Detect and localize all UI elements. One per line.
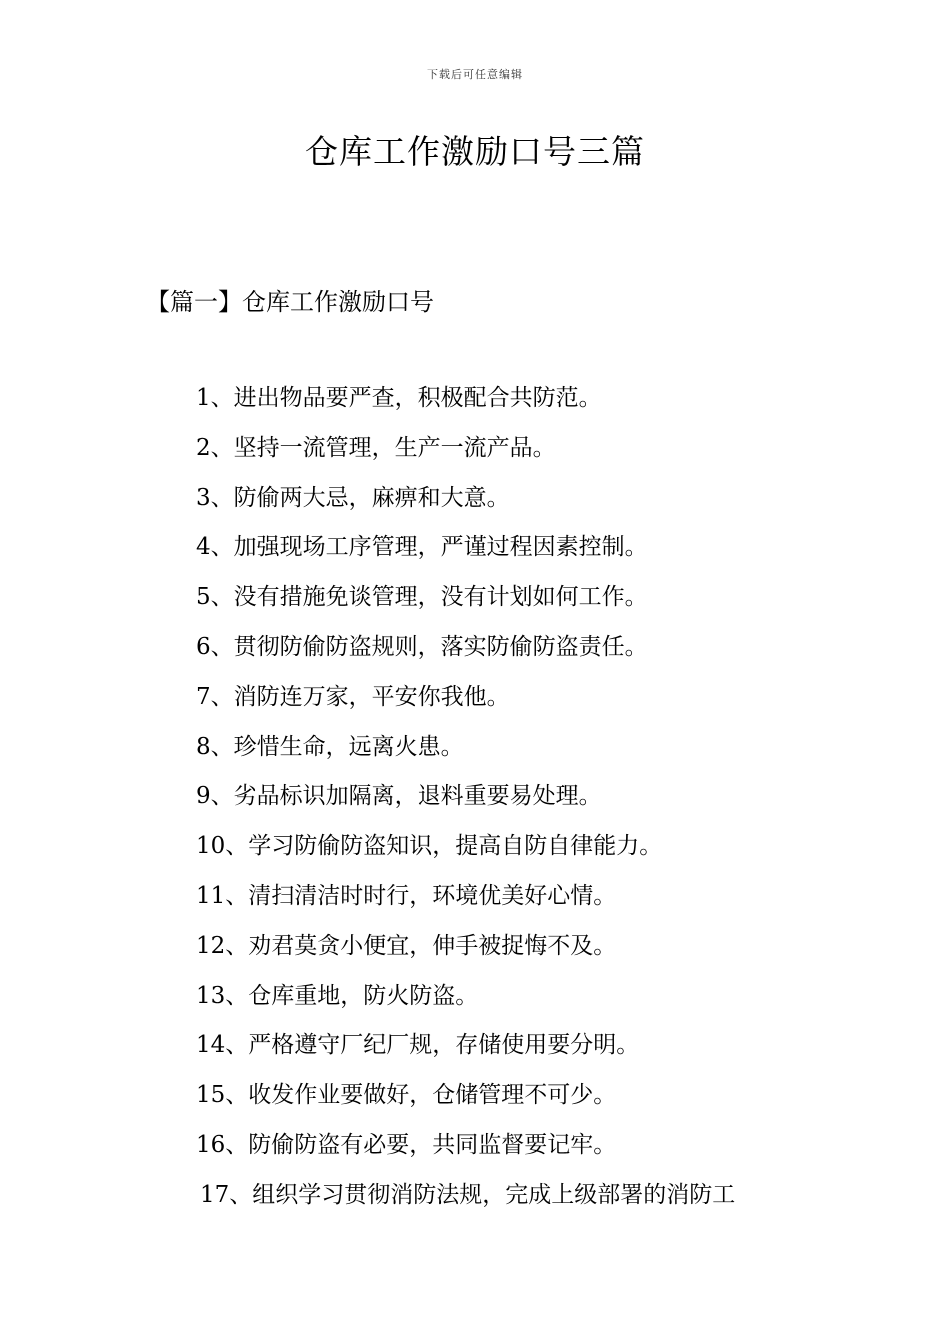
document-title: 仓库工作激励口号三篇: [305, 132, 645, 171]
slogan-item: 15、收发作业要做好，仓储管理不可少。: [196, 1082, 617, 1109]
header-note: 下载后可任意编辑: [427, 68, 523, 81]
slogan-item: 1、进出物品要严查，积极配合共防范。: [196, 385, 602, 411]
section-heading: 【篇一】仓库工作激励口号: [146, 288, 434, 316]
slogan-item: 2、坚持一流管理，生产一流产品。: [196, 434, 556, 461]
slogan-item: 3、防偷两大忌，麻痹和大意。: [196, 484, 510, 511]
slogan-item: 9、劣品标识加隔离，退料重要易处理。: [196, 783, 602, 810]
slogan-item: 12、劝君莫贪小便宜，伸手被捉悔不及。: [196, 932, 617, 959]
slogan-item: 16、防偷防盗有必要，共同监督要记牢。: [196, 1131, 617, 1158]
slogan-item: 8、珍惜生命，远离火患。: [196, 733, 464, 760]
slogan-item: 17、组织学习贯彻消防法规，完成上级部署的消防工: [200, 1181, 736, 1208]
slogan-item: 6、贯彻防偷防盗规则，落实防偷防盗责任。: [196, 633, 648, 660]
slogan-item: 4、加强现场工序管理，严谨过程因素控制。: [196, 534, 648, 561]
slogan-item: 11、清扫清洁时时行，环境优美好心情。: [196, 882, 617, 909]
slogan-item: 13、仓库重地，防火防盗。: [196, 982, 479, 1009]
slogan-item: 7、消防连万家，平安你我他。: [196, 683, 510, 710]
slogan-item: 5、没有措施免谈管理，没有计划如何工作。: [196, 584, 648, 611]
slogan-item: 10、学习防偷防盗知识，提高自防自律能力。: [196, 833, 663, 860]
slogan-item: 14、严格遵守厂纪厂规，存储使用要分明。: [196, 1032, 640, 1059]
slogan-list: [196, 381, 735, 1228]
